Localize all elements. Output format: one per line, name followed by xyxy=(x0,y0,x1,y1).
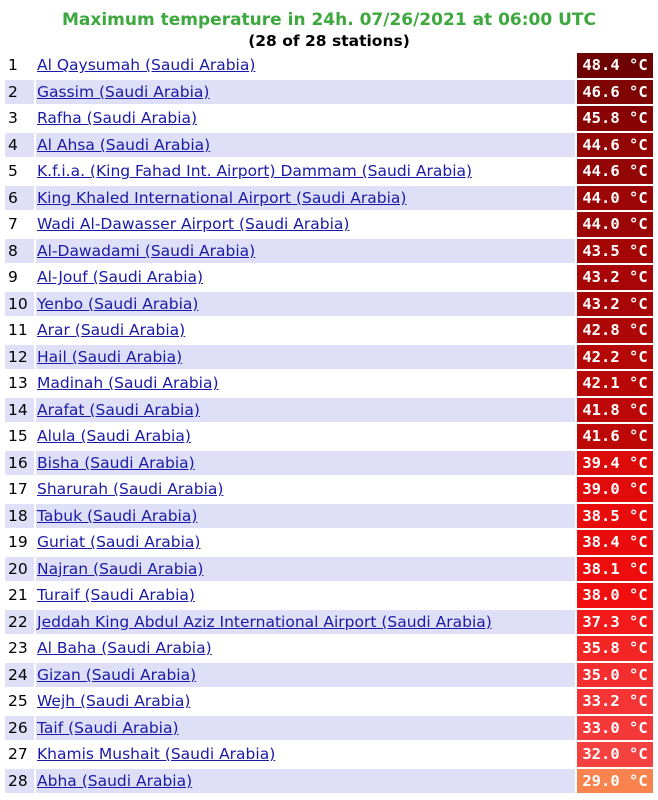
station-rank: 20 xyxy=(5,557,34,582)
station-name-cell xyxy=(36,716,575,741)
station-rank: 1 xyxy=(5,53,34,78)
table-row xyxy=(5,398,653,423)
station-link[interactable]: Abha (Saudi Arabia) xyxy=(37,771,193,790)
table-row xyxy=(5,689,653,714)
temperature-value: 44.6 °C xyxy=(577,133,653,158)
station-name-cell xyxy=(36,504,575,529)
temperature-value: 39.0 °C xyxy=(577,477,653,502)
station-name-cell xyxy=(36,345,575,370)
station-link[interactable]: Madinah (Saudi Arabia) xyxy=(37,374,219,393)
table-row xyxy=(5,769,653,794)
station-rank: 9 xyxy=(5,265,34,290)
station-rank: 15 xyxy=(5,424,34,449)
table-row xyxy=(5,636,653,661)
station-rank: 14 xyxy=(5,398,34,423)
table-row xyxy=(5,159,653,184)
station-name-cell xyxy=(36,106,575,131)
station-link[interactable]: Alula (Saudi Arabia) xyxy=(37,427,191,446)
station-name-cell xyxy=(36,557,575,582)
station-name-cell xyxy=(36,530,575,555)
temperature-value: 33.0 °C xyxy=(577,716,653,741)
temperature-value: 37.3 °C xyxy=(577,610,653,635)
temperature-value: 38.1 °C xyxy=(577,557,653,582)
table-row xyxy=(5,610,653,635)
station-link[interactable]: Wejh (Saudi Arabia) xyxy=(37,692,191,711)
station-link[interactable]: Khamis Mushait (Saudi Arabia) xyxy=(37,745,276,764)
station-link[interactable]: Taif (Saudi Arabia) xyxy=(37,718,179,737)
station-count: (28 of 28 stations) xyxy=(248,32,410,50)
station-name-cell xyxy=(36,318,575,343)
table-row xyxy=(5,292,653,317)
stations-table xyxy=(3,51,655,795)
station-name-cell xyxy=(36,424,575,449)
station-name-cell xyxy=(36,53,575,78)
station-rank: 10 xyxy=(5,292,34,317)
station-rank: 12 xyxy=(5,345,34,370)
station-rank: 3 xyxy=(5,106,34,131)
temperature-value: 38.0 °C xyxy=(577,583,653,608)
temperature-value: 43.5 °C xyxy=(577,239,653,264)
temperature-value: 33.2 °C xyxy=(577,689,653,714)
table-row xyxy=(5,504,653,529)
station-link[interactable]: Gassim (Saudi Arabia) xyxy=(37,82,210,101)
table-row xyxy=(5,239,653,264)
station-link[interactable]: K.f.i.a. (King Fahad Int. Airport) Dammam (Saudi Arabia) xyxy=(37,162,473,181)
station-rank: 7 xyxy=(5,212,34,237)
temperature-value: 41.8 °C xyxy=(577,398,653,423)
temperature-value: 42.8 °C xyxy=(577,318,653,343)
station-link[interactable]: Guriat (Saudi Arabia) xyxy=(37,533,201,552)
station-name-cell xyxy=(36,371,575,396)
table-row xyxy=(5,557,653,582)
station-rank: 21 xyxy=(5,583,34,608)
temperature-value: 42.2 °C xyxy=(577,345,653,370)
temperature-value: 35.0 °C xyxy=(577,663,653,688)
station-link[interactable]: Al-Jouf (Saudi Arabia) xyxy=(37,268,204,287)
station-link[interactable]: Arafat (Saudi Arabia) xyxy=(37,400,200,419)
temperature-value: 39.4 °C xyxy=(577,451,653,476)
station-name-cell xyxy=(36,742,575,767)
station-link[interactable]: Yenbo (Saudi Arabia) xyxy=(37,294,199,313)
table-row xyxy=(5,80,653,105)
station-name-cell xyxy=(36,477,575,502)
table-row xyxy=(5,345,653,370)
table-row xyxy=(5,742,653,767)
table-row xyxy=(5,212,653,237)
station-name-cell xyxy=(36,239,575,264)
station-link[interactable]: Rafha (Saudi Arabia) xyxy=(37,109,198,128)
station-link[interactable]: Tabuk (Saudi Arabia) xyxy=(37,506,198,525)
station-link[interactable]: Hail (Saudi Arabia) xyxy=(37,347,183,366)
temperature-value: 46.6 °C xyxy=(577,80,653,105)
temperature-value: 42.1 °C xyxy=(577,371,653,396)
station-link[interactable]: Najran (Saudi Arabia) xyxy=(37,559,204,578)
station-rank: 5 xyxy=(5,159,34,184)
temperature-value: 44.6 °C xyxy=(577,159,653,184)
temperature-value: 38.5 °C xyxy=(577,504,653,529)
station-rank: 27 xyxy=(5,742,34,767)
table-row xyxy=(5,265,653,290)
station-rank: 17 xyxy=(5,477,34,502)
temperature-value: 44.0 °C xyxy=(577,212,653,237)
station-rank: 6 xyxy=(5,186,34,211)
table-row xyxy=(5,477,653,502)
station-name-cell xyxy=(36,636,575,661)
temperature-value: 43.2 °C xyxy=(577,292,653,317)
table-row xyxy=(5,530,653,555)
station-rank: 4 xyxy=(5,133,34,158)
table-row xyxy=(5,186,653,211)
table-row xyxy=(5,371,653,396)
station-link[interactable]: Al Ahsa (Saudi Arabia) xyxy=(37,135,211,154)
table-row xyxy=(5,583,653,608)
station-link[interactable]: Wadi Al-Dawasser Airport (Saudi Arabia) xyxy=(37,215,350,234)
table-row xyxy=(5,106,653,131)
station-link[interactable]: Arar (Saudi Arabia) xyxy=(37,321,186,340)
temperature-value: 48.4 °C xyxy=(577,53,653,78)
table-row xyxy=(5,424,653,449)
station-link[interactable]: Al Baha (Saudi Arabia) xyxy=(37,639,212,658)
station-link[interactable]: Turaif (Saudi Arabia) xyxy=(37,586,195,605)
station-name-cell xyxy=(36,186,575,211)
station-name-cell xyxy=(36,398,575,423)
station-rank: 24 xyxy=(5,663,34,688)
station-link[interactable]: Al Qaysumah (Saudi Arabia) xyxy=(37,56,256,75)
station-rank: 19 xyxy=(5,530,34,555)
station-link[interactable]: Gizan (Saudi Arabia) xyxy=(37,665,197,684)
station-rank: 22 xyxy=(5,610,34,635)
station-name-cell xyxy=(36,80,575,105)
temperature-value: 44.0 °C xyxy=(577,186,653,211)
station-rank: 18 xyxy=(5,504,34,529)
station-name-cell xyxy=(36,769,575,794)
station-link[interactable]: King Khaled International Airport (Saudi Arabia) xyxy=(37,188,407,207)
station-rank: 26 xyxy=(5,716,34,741)
station-name-cell xyxy=(36,212,575,237)
station-name-cell xyxy=(36,265,575,290)
station-rank: 8 xyxy=(5,239,34,264)
table-row xyxy=(5,716,653,741)
station-name-cell xyxy=(36,159,575,184)
station-name-cell xyxy=(36,583,575,608)
temperature-value: 35.8 °C xyxy=(577,636,653,661)
station-rank: 23 xyxy=(5,636,34,661)
station-name-cell xyxy=(36,663,575,688)
temperature-value: 43.2 °C xyxy=(577,265,653,290)
station-link[interactable]: Bisha (Saudi Arabia) xyxy=(37,453,195,472)
table-row xyxy=(5,133,653,158)
station-name-cell xyxy=(36,292,575,317)
station-rank: 25 xyxy=(5,689,34,714)
temperature-value: 38.4 °C xyxy=(577,530,653,555)
table-row xyxy=(5,53,653,78)
page-title: Maximum temperature in 24h. 07/26/2021 at 06:00 UTC xyxy=(62,10,596,30)
station-rank: 16 xyxy=(5,451,34,476)
station-rank: 13 xyxy=(5,371,34,396)
station-link[interactable]: Sharurah (Saudi Arabia) xyxy=(37,480,224,499)
temperature-value: 41.6 °C xyxy=(577,424,653,449)
station-rank: 11 xyxy=(5,318,34,343)
table-row xyxy=(5,451,653,476)
station-link[interactable]: Jeddah King Abdul Aziz International Airport (Saudi Arabia) xyxy=(37,612,492,631)
station-rank: 2 xyxy=(5,80,34,105)
temperature-value: 32.0 °C xyxy=(577,742,653,767)
station-name-cell xyxy=(36,610,575,635)
station-name-cell xyxy=(36,451,575,476)
station-link[interactable]: Al-Dawadami (Saudi Arabia) xyxy=(37,241,256,260)
stations-table-body xyxy=(5,53,653,793)
table-row xyxy=(5,663,653,688)
station-name-cell xyxy=(36,689,575,714)
temperature-value: 29.0 °C xyxy=(577,769,653,794)
station-rank: 28 xyxy=(5,769,34,794)
table-row xyxy=(5,318,653,343)
temperature-value: 45.8 °C xyxy=(577,106,653,131)
station-name-cell xyxy=(36,133,575,158)
